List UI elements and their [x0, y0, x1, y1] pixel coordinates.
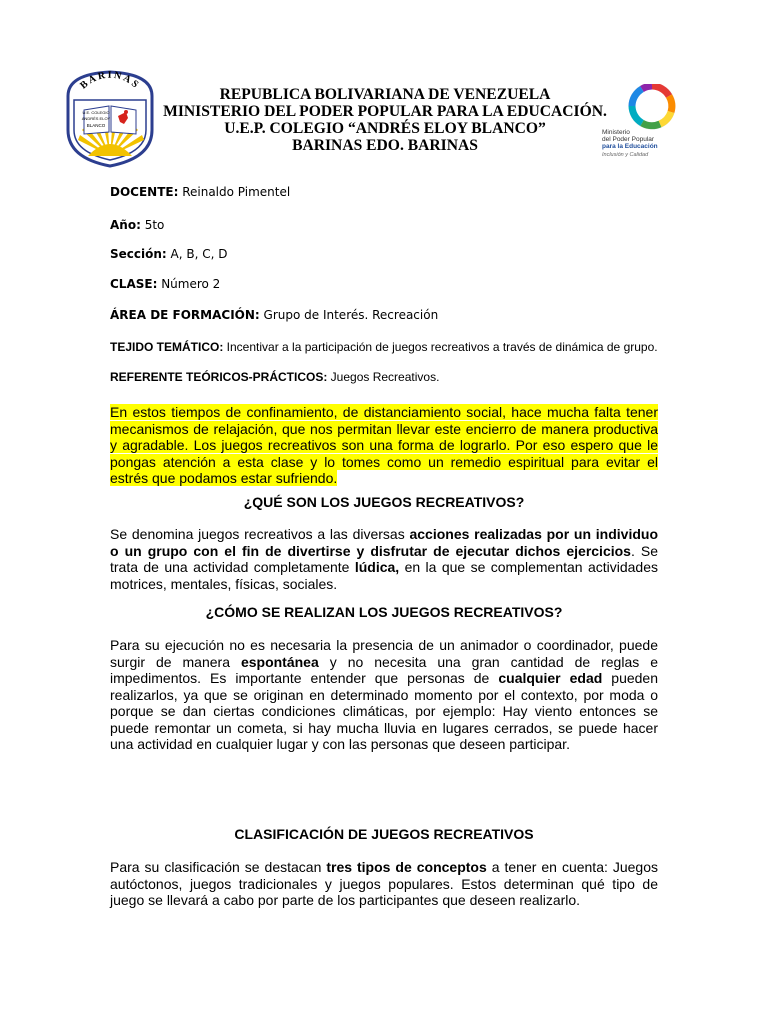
intro-line-4: pongas atención a esta clase y lo tomes como un remedio espiritual para evitar el — [110, 453, 658, 470]
institution-header — [150, 86, 620, 154]
ministry-logo-line-2: del Poder Popular — [602, 136, 655, 143]
area-value: Grupo de Interés. Recreación — [259, 308, 439, 322]
shield-arc-text: BARINAS — [78, 69, 142, 92]
intro-line-1: En estos tiempos de confinamiento, de distanciamiento social, hace mucha falta tener — [110, 404, 658, 420]
intro-line-3: y agradable. Los juegos recreativos son una forma de lograrlo. Por eso espero que le — [110, 437, 658, 453]
header-line-2: MINISTERIO DEL PODER POPULAR PARA LA EDUCACIÓN. — [163, 103, 607, 120]
referente-value: Juegos Recreativos. — [327, 370, 440, 384]
ministry-logo — [598, 84, 702, 158]
referente-label: REFERENTE TEÓRICOS-PRÁCTICOS: — [110, 370, 328, 384]
tejido-line — [110, 340, 658, 354]
referente-line — [110, 370, 439, 384]
ministry-logo-line-1: Ministerio — [602, 129, 630, 136]
clase-label: CLASE: — [110, 277, 158, 291]
section3-paragraph — [110, 859, 658, 909]
clase-value: Número 2 — [157, 277, 221, 291]
s2-bold-2: cualquier edad — [498, 670, 603, 686]
area-label: ÁREA DE FORMACIÓN: — [110, 308, 260, 322]
s1-text-3: en la que se complementan actividades motrices, mentales, físicas, sociales. — [110, 559, 658, 592]
seccion-value: A, B, C, D — [166, 247, 228, 261]
intro-paragraph — [110, 404, 658, 487]
s3-bold-1: tres tipos de conceptos — [326, 859, 487, 875]
shield-book-line-3: BLANCO — [86, 123, 106, 128]
anio-value: 5to — [140, 218, 165, 232]
docente-line — [110, 185, 290, 199]
section-heading-classification: CLASIFICACIÓN DE JUEGOS RECREATIVOS — [234, 826, 534, 842]
docente-label: DOCENTE: — [110, 185, 179, 199]
shield-book-line-2: ANDRÉS ELOY — [81, 116, 111, 121]
docente-value: Reinaldo Pimentel — [178, 185, 291, 199]
anio-line — [110, 218, 164, 232]
ministry-logo-tagline: Inclusión y Calidad — [602, 152, 649, 158]
ministry-logo-line-3: para la Educación — [602, 143, 658, 150]
section1-paragraph — [110, 526, 658, 592]
s3-text-2: a tener en cuenta: Juegos autóctonos, juegos tradicionales y juegos populares. Estos determinan qué tipo de juego se llevará a cabo por parte de los participantes que deseen realizarlo. — [110, 859, 658, 908]
header-line-1: REPUBLICA BOLIVARIANA DE VENEZUELA — [219, 86, 551, 103]
s2-text-3: pueden realizarlos, ya que se originan en determinado momento por el contexto, por moda o porque se dan ciertas condiciones climáticas, por ejemplo: Hay viento entonces se puede remontar un cometa, si hay mucha lluvia en lugares cerrados, se puede hacer una actividad en cualquier lugar y con las personas que deseen participar. — [110, 670, 659, 752]
s1-text-1: Se denomina juegos recreativos a las diversas — [110, 526, 410, 542]
area-line — [110, 308, 438, 322]
seccion-line — [110, 247, 227, 261]
s1-text-2: . Se trata de una actividad completamente — [110, 542, 658, 575]
s1-bold-2: lúdica, — [354, 559, 400, 575]
section-heading-what: ¿QUÉ SON LOS JUEGOS RECREATIVOS? — [243, 494, 525, 510]
s2-text-2: y no necesita una gran cantidad de reglas e impedimentos. Es importante entender que personas de — [110, 653, 658, 686]
anio-label: Año: — [110, 218, 141, 232]
s3-text-1: Para su clasificación se destacan — [110, 859, 327, 875]
tejido-label: TEJIDO TEMÁTICO: — [110, 340, 224, 354]
shield-book-line-1: U.E. COLEGIO — [82, 110, 110, 115]
section-heading-how: ¿CÓMO SE REALIZAN LOS JUEGOS RECREATIVOS? — [205, 604, 563, 620]
intro-line-5: estrés que podamos estar sufriendo. — [110, 470, 338, 486]
school-shield-logo — [62, 66, 158, 168]
s1-bold-1: acciones realizadas por un individuo o un grupo con el fin de divertirse y disfrutar de ejecutar dichos ejercicios — [110, 526, 659, 559]
s2-text-1: Para su ejecución no es necesaria la presencia de un animador o coordinador, puede surgir de manera — [110, 637, 658, 670]
intro-line-2: mecanismos de relajación, que nos permitan llevar este encierro de manera productiva — [110, 420, 658, 437]
s2-bold-1: espontánea — [240, 653, 319, 670]
section2-paragraph — [110, 637, 658, 753]
tejido-value: Incentivar a la participación de juegos recreativos a través de dinámica de grupo. — [223, 340, 658, 354]
header-line-4: BARINAS EDO. BARINAS — [292, 137, 478, 154]
seccion-label: Sección: — [110, 247, 167, 261]
header-line-3: U.E.P. COLEGIO “ANDRÉS ELOY BLANCO” — [224, 120, 546, 137]
clase-line — [110, 277, 220, 291]
